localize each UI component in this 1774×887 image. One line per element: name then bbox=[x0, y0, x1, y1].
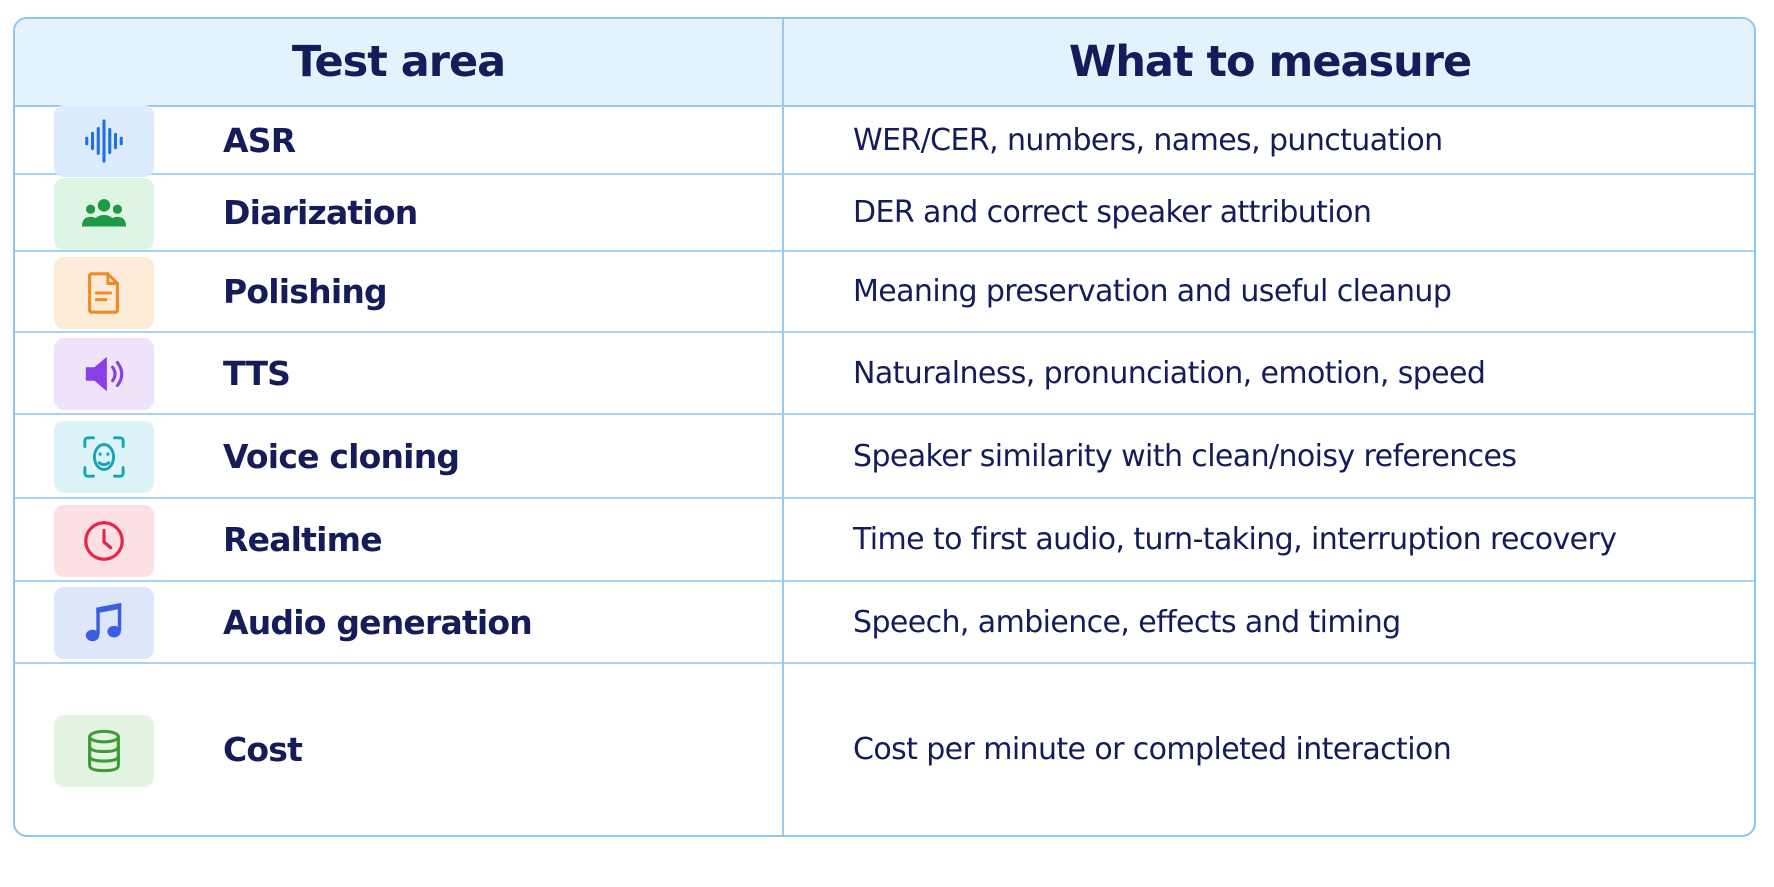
music-note-icon bbox=[81, 600, 127, 646]
users-group-icon bbox=[81, 191, 127, 237]
database-stack-icon bbox=[81, 728, 127, 774]
measure-text: Speech, ambience, effects and timing bbox=[853, 604, 1401, 640]
table-row-asr bbox=[15, 107, 1754, 175]
table-row-tts bbox=[15, 333, 1754, 415]
audio-generation-icon-tile bbox=[54, 587, 154, 659]
measure-text: WER/CER, numbers, names, punctuation bbox=[853, 122, 1443, 158]
test-area-label: TTS bbox=[223, 353, 291, 393]
document-icon bbox=[81, 270, 127, 316]
realtime-icon-tile bbox=[54, 505, 154, 577]
measure-text: Speaker similarity with clean/noisy references bbox=[853, 438, 1517, 474]
speaker-icon bbox=[81, 351, 127, 397]
measure-text: Cost per minute or completed interaction bbox=[853, 732, 1452, 767]
test-area-label: ASR bbox=[223, 120, 296, 160]
measure-text: DER and correct speaker attribution bbox=[853, 195, 1372, 230]
diarization-icon-tile bbox=[54, 178, 154, 250]
test-area-label: Audio generation bbox=[223, 602, 532, 642]
table-row-polishing bbox=[15, 252, 1754, 333]
voice-cloning-icon-tile bbox=[54, 421, 154, 493]
test-area-label: Realtime bbox=[223, 520, 382, 559]
table-row-audio-generation bbox=[15, 582, 1754, 664]
table-header-row bbox=[15, 19, 1754, 107]
test-area-label: Cost bbox=[223, 730, 303, 769]
table-row-diarization bbox=[15, 175, 1754, 252]
clock-icon bbox=[81, 518, 127, 564]
column-divider bbox=[782, 19, 784, 835]
measure-text: Naturalness, pronunciation, emotion, speed bbox=[853, 355, 1486, 391]
polishing-icon-tile bbox=[54, 257, 154, 329]
header-test-area: Test area bbox=[291, 37, 506, 87]
audio-waveform-icon bbox=[81, 118, 127, 164]
tts-icon-tile bbox=[54, 338, 154, 410]
table-row-cost bbox=[15, 664, 1754, 837]
cost-icon-tile bbox=[54, 715, 154, 787]
face-scan-icon bbox=[81, 434, 127, 480]
test-area-label: Polishing bbox=[223, 272, 387, 311]
table-row-voice-cloning bbox=[15, 415, 1754, 499]
test-area-label: Voice cloning bbox=[223, 436, 460, 476]
header-what-to-measure: What to measure bbox=[1068, 37, 1472, 87]
measure-text: Meaning preservation and useful cleanup bbox=[853, 274, 1452, 309]
asr-icon-tile bbox=[54, 105, 154, 177]
test-area-label: Diarization bbox=[223, 193, 418, 232]
table-row-realtime bbox=[15, 499, 1754, 582]
measure-text: Time to first audio, turn-taking, interruption recovery bbox=[853, 522, 1617, 557]
comparison-table bbox=[13, 17, 1756, 837]
